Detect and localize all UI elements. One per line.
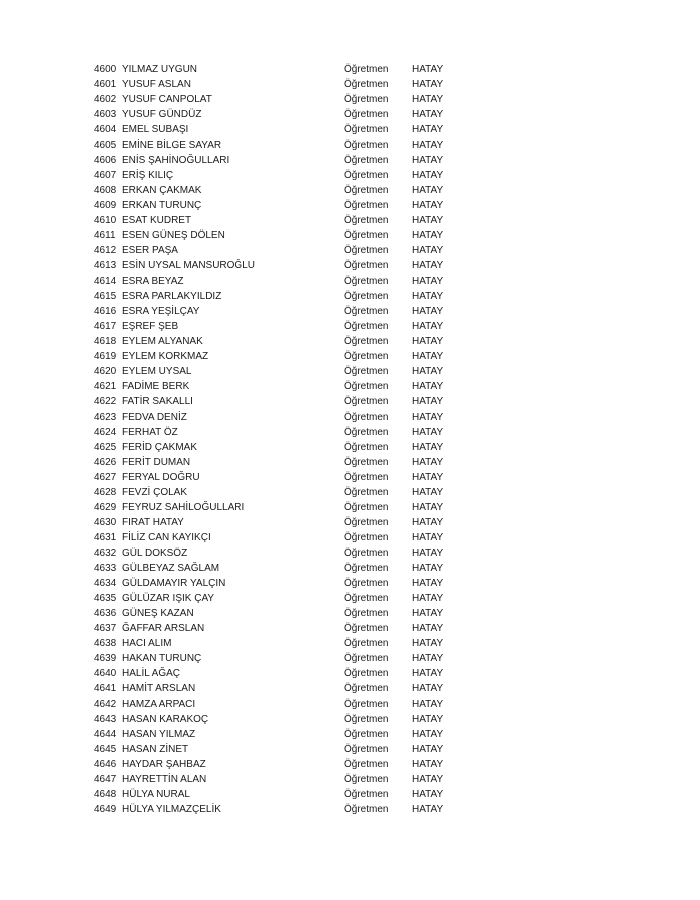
row-number: 4643 <box>94 713 117 725</box>
list-item <box>0 213 700 228</box>
row-number: 4626 <box>94 456 117 468</box>
row-city: HATAY <box>412 456 444 468</box>
row-title: Öğretmen <box>344 184 389 196</box>
row-name: GÜLBEYAZ SAĞLAM <box>122 562 220 574</box>
row-title: Öğretmen <box>344 653 389 665</box>
row-title: Öğretmen <box>344 789 389 801</box>
row-title: Öğretmen <box>344 94 389 106</box>
row-number: 4609 <box>94 199 117 211</box>
row-number: 4636 <box>94 607 117 619</box>
row-number: 4630 <box>94 517 117 529</box>
row-title: Öğretmen <box>344 275 389 287</box>
row-name: EYLEM ALYANAK <box>122 335 203 347</box>
list-item <box>0 153 700 168</box>
list-item <box>0 530 700 545</box>
row-city: HATAY <box>412 638 444 650</box>
row-title: Öğretmen <box>344 320 389 332</box>
row-city: HATAY <box>412 713 444 725</box>
row-number: 4639 <box>94 653 117 665</box>
list-item <box>0 561 700 576</box>
row-number: 4616 <box>94 305 117 317</box>
list-item <box>0 515 700 530</box>
row-title: Öğretmen <box>344 305 389 317</box>
row-number: 4603 <box>94 109 117 121</box>
row-number: 4605 <box>94 139 117 151</box>
list-item <box>0 379 700 394</box>
row-name: FIRAT HATAY <box>122 517 184 529</box>
row-title: Öğretmen <box>344 335 389 347</box>
list-item <box>0 772 700 787</box>
row-title: Öğretmen <box>344 774 389 786</box>
list-item <box>0 228 700 243</box>
row-city: HATAY <box>412 698 444 710</box>
list-item <box>0 651 700 666</box>
row-name: YUSUF CANPOLAT <box>122 94 212 106</box>
row-name: GÜLDAMAYIR YALÇIN <box>122 577 226 589</box>
row-name: HAMİT ARSLAN <box>122 683 196 695</box>
row-name: ESAT KUDRET <box>122 215 192 227</box>
list-item <box>0 349 700 364</box>
row-name: HASAN YILMAZ <box>122 728 196 740</box>
list-item <box>0 138 700 153</box>
row-city: HATAY <box>412 396 444 408</box>
list-item <box>0 92 700 107</box>
list-item <box>0 727 700 742</box>
list-item <box>0 440 700 455</box>
row-title: Öğretmen <box>344 592 389 604</box>
list-item <box>0 757 700 772</box>
row-city: HATAY <box>412 199 444 211</box>
row-city: HATAY <box>412 260 444 272</box>
row-name: HAYRETTİN ALAN <box>122 774 207 786</box>
row-name: EMİNE BİLGE SAYAR <box>122 139 222 151</box>
row-number: 4641 <box>94 683 117 695</box>
row-number: 4633 <box>94 562 117 574</box>
row-city: HATAY <box>412 366 444 378</box>
row-number: 4606 <box>94 154 117 166</box>
row-city: HATAY <box>412 471 444 483</box>
row-number: 4618 <box>94 335 117 347</box>
row-name: ERİŞ KILIÇ <box>122 169 174 181</box>
list-item <box>0 77 700 92</box>
row-number: 4634 <box>94 577 117 589</box>
row-city: HATAY <box>412 305 444 317</box>
row-number: 4604 <box>94 124 117 136</box>
row-title: Öğretmen <box>344 154 389 166</box>
row-title: Öğretmen <box>344 728 389 740</box>
row-title: Öğretmen <box>344 471 389 483</box>
row-name: FERİT DUMAN <box>122 456 191 468</box>
row-title: Öğretmen <box>344 169 389 181</box>
row-number: 4649 <box>94 804 117 816</box>
row-city: HATAY <box>412 79 444 91</box>
row-number: 4646 <box>94 759 117 771</box>
list-item <box>0 410 700 425</box>
row-city: HATAY <box>412 290 444 302</box>
row-city: HATAY <box>412 577 444 589</box>
list-item <box>0 334 700 349</box>
list-item <box>0 712 700 727</box>
list-item <box>0 802 700 817</box>
row-title: Öğretmen <box>344 517 389 529</box>
row-title: Öğretmen <box>344 426 389 438</box>
row-title: Öğretmen <box>344 577 389 589</box>
list-item <box>0 168 700 183</box>
row-name: HALİL AĞAÇ <box>122 668 180 680</box>
row-number: 4632 <box>94 547 117 559</box>
row-number: 4621 <box>94 381 117 393</box>
row-name: HAMZA ARPACI <box>122 698 196 710</box>
row-city: HATAY <box>412 139 444 151</box>
row-city: HATAY <box>412 411 444 423</box>
row-title: Öğretmen <box>344 698 389 710</box>
row-city: HATAY <box>412 487 444 499</box>
row-city: HATAY <box>412 381 444 393</box>
row-name: GÜLÜZAR IŞIK ÇAY <box>122 592 215 604</box>
row-city: HATAY <box>412 607 444 619</box>
row-number: 4638 <box>94 638 117 650</box>
row-number: 4612 <box>94 245 117 257</box>
row-title: Öğretmen <box>344 260 389 272</box>
row-city: HATAY <box>412 502 444 514</box>
list-item <box>0 500 700 515</box>
row-title: Öğretmen <box>344 64 389 75</box>
list-item <box>0 485 700 500</box>
row-city: HATAY <box>412 230 444 242</box>
row-city: HATAY <box>412 759 444 771</box>
row-city: HATAY <box>412 623 444 635</box>
row-title: Öğretmen <box>344 668 389 680</box>
row-city: HATAY <box>412 94 444 106</box>
row-title: Öğretmen <box>344 139 389 151</box>
row-number: 4645 <box>94 743 117 755</box>
row-name: ESRA YEŞİLÇAY <box>122 305 200 317</box>
list-item <box>0 107 700 122</box>
row-city: HATAY <box>412 517 444 529</box>
row-city: HATAY <box>412 215 444 227</box>
list-item <box>0 470 700 485</box>
row-city: HATAY <box>412 532 444 544</box>
row-number: 4627 <box>94 471 117 483</box>
row-number: 4640 <box>94 668 117 680</box>
row-name: HASAN KARAKOÇ <box>122 713 209 725</box>
row-city: HATAY <box>412 441 444 453</box>
row-number: 4602 <box>94 94 117 106</box>
list-item <box>0 742 700 757</box>
row-name: GÜL DOKSÖZ <box>122 547 188 559</box>
row-city: HATAY <box>412 124 444 136</box>
row-name: EYLEM UYSAL <box>122 366 192 378</box>
row-city: HATAY <box>412 184 444 196</box>
row-title: Öğretmen <box>344 290 389 302</box>
row-number: 4624 <box>94 426 117 438</box>
list-item <box>0 258 700 273</box>
row-city: HATAY <box>412 275 444 287</box>
row-city: HATAY <box>412 547 444 559</box>
list-item <box>0 243 700 258</box>
row-title: Öğretmen <box>344 456 389 468</box>
row-name: EMEL SUBAŞI <box>122 124 189 136</box>
list-item <box>0 319 700 334</box>
list-item <box>0 697 700 712</box>
row-title: Öğretmen <box>344 79 389 91</box>
row-number: 4600 <box>94 64 117 75</box>
row-number: 4644 <box>94 728 117 740</box>
row-city: HATAY <box>412 743 444 755</box>
row-title: Öğretmen <box>344 199 389 211</box>
row-name: GÜNEŞ KAZAN <box>122 607 194 619</box>
row-name: EŞREF ŞEB <box>122 320 179 332</box>
list-item <box>0 364 700 379</box>
row-number: 4601 <box>94 79 117 91</box>
list-item <box>0 122 700 137</box>
list-item <box>0 621 700 636</box>
row-number: 4608 <box>94 184 117 196</box>
row-name: FERİD ÇAKMAK <box>122 441 198 453</box>
row-city: HATAY <box>412 64 444 75</box>
row-title: Öğretmen <box>344 804 389 816</box>
list-item <box>0 274 700 289</box>
row-number: 4637 <box>94 623 117 635</box>
row-name: ESİN UYSAL MANSUROĞLU <box>122 260 255 272</box>
row-name: ĞAFFAR ARSLAN <box>122 623 205 635</box>
row-title: Öğretmen <box>344 230 389 242</box>
row-name: YUSUF GÜNDÜZ <box>122 109 202 121</box>
row-title: Öğretmen <box>344 381 389 393</box>
row-number: 4611 <box>94 230 116 242</box>
row-number: 4629 <box>94 502 117 514</box>
row-name: FEYRUZ SAHİLOĞULLARI <box>122 502 245 514</box>
row-name: HÜLYA YILMAZÇELİK <box>122 804 221 816</box>
row-name: FİLİZ CAN KAYIKÇI <box>122 532 211 544</box>
row-city: HATAY <box>412 804 444 816</box>
row-name: YUSUF ASLAN <box>122 79 191 91</box>
row-city: HATAY <box>412 668 444 680</box>
row-name: FEVZİ ÇOLAK <box>122 487 188 499</box>
row-name: FERYAL DOĞRU <box>122 471 200 483</box>
row-number: 4635 <box>94 592 117 604</box>
row-city: HATAY <box>412 320 444 332</box>
row-title: Öğretmen <box>344 759 389 771</box>
row-number: 4623 <box>94 411 117 423</box>
list-item <box>0 198 700 213</box>
list-item <box>0 576 700 591</box>
row-number: 4628 <box>94 487 117 499</box>
row-number: 4620 <box>94 366 117 378</box>
list-item <box>0 304 700 319</box>
list-item <box>0 636 700 651</box>
row-city: HATAY <box>412 683 444 695</box>
row-title: Öğretmen <box>344 623 389 635</box>
row-title: Öğretmen <box>344 124 389 136</box>
row-title: Öğretmen <box>344 396 389 408</box>
row-city: HATAY <box>412 774 444 786</box>
list-item <box>0 62 700 77</box>
row-title: Öğretmen <box>344 502 389 514</box>
list-item <box>0 606 700 621</box>
row-city: HATAY <box>412 653 444 665</box>
list-item <box>0 455 700 470</box>
row-city: HATAY <box>412 426 444 438</box>
row-name: HAYDAR ŞAHBAZ <box>122 759 206 771</box>
row-name: HASAN ZİNET <box>122 743 189 755</box>
row-title: Öğretmen <box>344 532 389 544</box>
list-item <box>0 787 700 802</box>
row-name: HAKAN TURUNÇ <box>122 653 202 665</box>
row-number: 4631 <box>94 532 117 544</box>
list-item <box>0 681 700 696</box>
row-number: 4613 <box>94 260 117 272</box>
row-city: HATAY <box>412 728 444 740</box>
row-title: Öğretmen <box>344 713 389 725</box>
row-title: Öğretmen <box>344 411 389 423</box>
row-title: Öğretmen <box>344 351 389 363</box>
row-number: 4619 <box>94 351 117 363</box>
row-number: 4607 <box>94 169 117 181</box>
list-item <box>0 666 700 681</box>
list-item <box>0 394 700 409</box>
row-title: Öğretmen <box>344 487 389 499</box>
row-number: 4622 <box>94 396 117 408</box>
row-title: Öğretmen <box>344 441 389 453</box>
row-title: Öğretmen <box>344 547 389 559</box>
row-title: Öğretmen <box>344 638 389 650</box>
row-title: Öğretmen <box>344 366 389 378</box>
row-name: FERHAT ÖZ <box>122 426 178 438</box>
row-city: HATAY <box>412 109 444 121</box>
row-name: EYLEM KORKMAZ <box>122 351 209 363</box>
row-city: HATAY <box>412 592 444 604</box>
row-title: Öğretmen <box>344 562 389 574</box>
row-name: ESER PAŞA <box>122 245 178 257</box>
row-city: HATAY <box>412 245 444 257</box>
row-name: FADİME BERK <box>122 381 190 393</box>
row-number: 4614 <box>94 275 117 287</box>
row-name: FATİR SAKALLI <box>122 396 193 408</box>
row-city: HATAY <box>412 789 444 801</box>
row-city: HATAY <box>412 351 444 363</box>
teacher-list <box>0 62 700 817</box>
list-item <box>0 289 700 304</box>
row-number: 4625 <box>94 441 117 453</box>
row-number: 4610 <box>94 215 117 227</box>
row-name: ERKAN TURUNÇ <box>122 199 202 211</box>
row-name: ESRA PARLAKYILDIZ <box>122 290 222 302</box>
row-name: ERKAN ÇAKMAK <box>122 184 202 196</box>
list-item <box>0 546 700 561</box>
row-number: 4617 <box>94 320 117 332</box>
row-name: HÜLYA NURAL <box>122 789 190 801</box>
list-item <box>0 591 700 606</box>
list-item <box>0 183 700 198</box>
row-title: Öğretmen <box>344 683 389 695</box>
row-title: Öğretmen <box>344 607 389 619</box>
row-number: 4642 <box>94 698 117 710</box>
list-item <box>0 425 700 440</box>
row-title: Öğretmen <box>344 109 389 121</box>
row-title: Öğretmen <box>344 245 389 257</box>
row-title: Öğretmen <box>344 743 389 755</box>
row-number: 4648 <box>94 789 117 801</box>
row-city: HATAY <box>412 169 444 181</box>
row-title: Öğretmen <box>344 215 389 227</box>
row-name: YILMAZ UYGUN <box>122 64 198 75</box>
row-number: 4647 <box>94 774 117 786</box>
row-city: HATAY <box>412 335 444 347</box>
row-city: HATAY <box>412 154 444 166</box>
row-name: FEDVA DENİZ <box>122 411 187 423</box>
row-number: 4615 <box>94 290 117 302</box>
row-name: HACI ALIM <box>122 638 172 650</box>
row-name: ESRA BEYAZ <box>122 275 184 287</box>
row-city: HATAY <box>412 562 444 574</box>
row-name: ENİS ŞAHİNOĞULLARI <box>122 154 230 166</box>
row-name: ESEN GÜNEŞ DÖLEN <box>122 230 225 242</box>
